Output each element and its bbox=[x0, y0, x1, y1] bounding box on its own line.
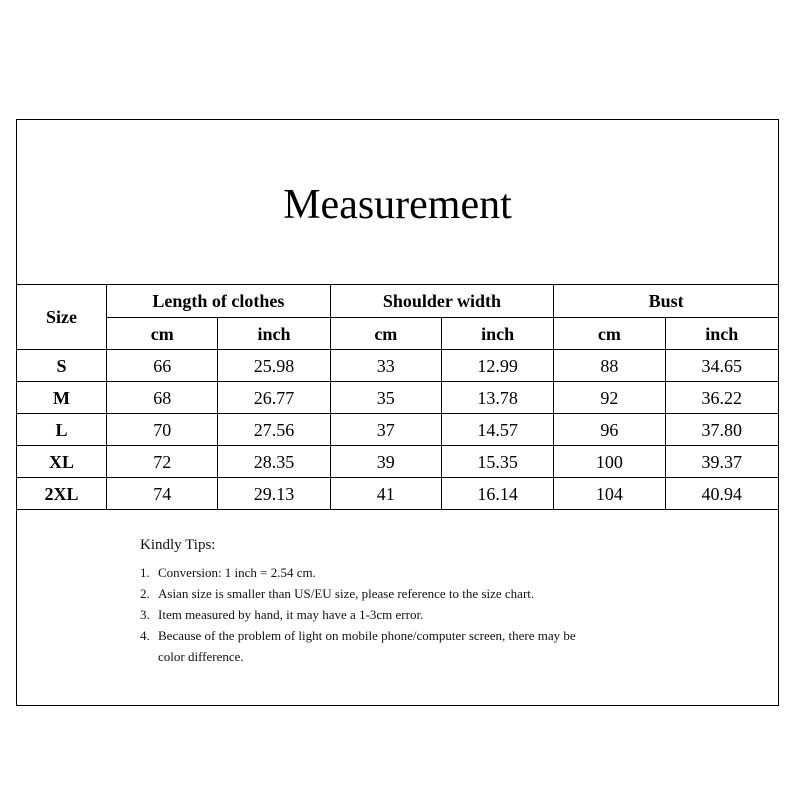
unit-header: inch bbox=[218, 318, 330, 350]
table-cell: 15.35 bbox=[441, 446, 553, 478]
tip-number: 4. bbox=[140, 628, 150, 643]
size-label: L bbox=[17, 414, 107, 446]
table-cell: 92 bbox=[554, 382, 665, 414]
table-cell: 35 bbox=[330, 382, 441, 414]
table-cell: 39.37 bbox=[665, 446, 778, 478]
unit-header-row bbox=[17, 318, 779, 350]
table-header-row bbox=[17, 285, 779, 318]
table-cell: 25.98 bbox=[218, 350, 330, 382]
tip-text: Because of the problem of light on mobile phone/computer screen, there may be color difference. bbox=[158, 628, 576, 664]
unit-header: inch bbox=[441, 318, 553, 350]
table-cell: 40.94 bbox=[665, 478, 778, 510]
table-cell: 26.77 bbox=[218, 382, 330, 414]
table-cell: 72 bbox=[107, 446, 218, 478]
table-row bbox=[17, 382, 779, 414]
tip-number: 2. bbox=[140, 586, 150, 601]
tips-list bbox=[140, 562, 588, 667]
tips-title: Kindly Tips: bbox=[140, 537, 216, 553]
group-header-shoulder: Shoulder width bbox=[330, 285, 554, 318]
unit-header: cm bbox=[554, 318, 665, 350]
size-label: XL bbox=[17, 446, 107, 478]
table-cell: 36.22 bbox=[665, 382, 778, 414]
table-cell: 27.56 bbox=[218, 414, 330, 446]
tip-item bbox=[140, 625, 588, 667]
size-label: M bbox=[17, 382, 107, 414]
table-cell: 41 bbox=[330, 478, 441, 510]
table-cell: 12.99 bbox=[441, 350, 553, 382]
measurement-card bbox=[16, 119, 779, 706]
table-cell: 68 bbox=[107, 382, 218, 414]
table-row bbox=[17, 414, 779, 446]
table-cell: 14.57 bbox=[441, 414, 553, 446]
tips-section bbox=[140, 535, 588, 667]
tip-number: 1. bbox=[140, 565, 150, 580]
tip-item bbox=[140, 562, 588, 583]
table-cell: 66 bbox=[107, 350, 218, 382]
tip-text: Conversion: 1 inch = 2.54 cm. bbox=[158, 565, 316, 580]
table-cell: 39 bbox=[330, 446, 441, 478]
table-cell: 16.14 bbox=[441, 478, 553, 510]
table-cell: 88 bbox=[554, 350, 665, 382]
table-cell: 37.80 bbox=[665, 414, 778, 446]
table-row bbox=[17, 478, 779, 510]
table-cell: 70 bbox=[107, 414, 218, 446]
unit-header: inch bbox=[665, 318, 778, 350]
tip-text: Asian size is smaller than US/EU size, please reference to the size chart. bbox=[158, 586, 535, 601]
table-cell: 13.78 bbox=[441, 382, 553, 414]
table-cell: 28.35 bbox=[218, 446, 330, 478]
tip-item bbox=[140, 583, 588, 604]
table-cell: 37 bbox=[330, 414, 441, 446]
page-title: Measurement bbox=[283, 182, 512, 228]
table-cell: 34.65 bbox=[665, 350, 778, 382]
size-label: S bbox=[17, 350, 107, 382]
size-label: 2XL bbox=[17, 478, 107, 510]
unit-header: cm bbox=[107, 318, 218, 350]
table-cell: 96 bbox=[554, 414, 665, 446]
table-row bbox=[17, 446, 779, 478]
table-cell: 29.13 bbox=[218, 478, 330, 510]
table-cell: 104 bbox=[554, 478, 665, 510]
tip-item bbox=[140, 604, 588, 625]
unit-header: cm bbox=[330, 318, 441, 350]
group-header-bust: Bust bbox=[554, 285, 779, 318]
size-table bbox=[16, 284, 779, 510]
group-header-length: Length of clothes bbox=[107, 285, 331, 318]
size-header: Size bbox=[17, 285, 107, 350]
tip-text: Item measured by hand, it may have a 1-3cm error. bbox=[158, 607, 424, 622]
table-cell: 100 bbox=[554, 446, 665, 478]
tip-number: 3. bbox=[140, 607, 150, 622]
table-row bbox=[17, 350, 779, 382]
table-cell: 33 bbox=[330, 350, 441, 382]
table-cell: 74 bbox=[107, 478, 218, 510]
